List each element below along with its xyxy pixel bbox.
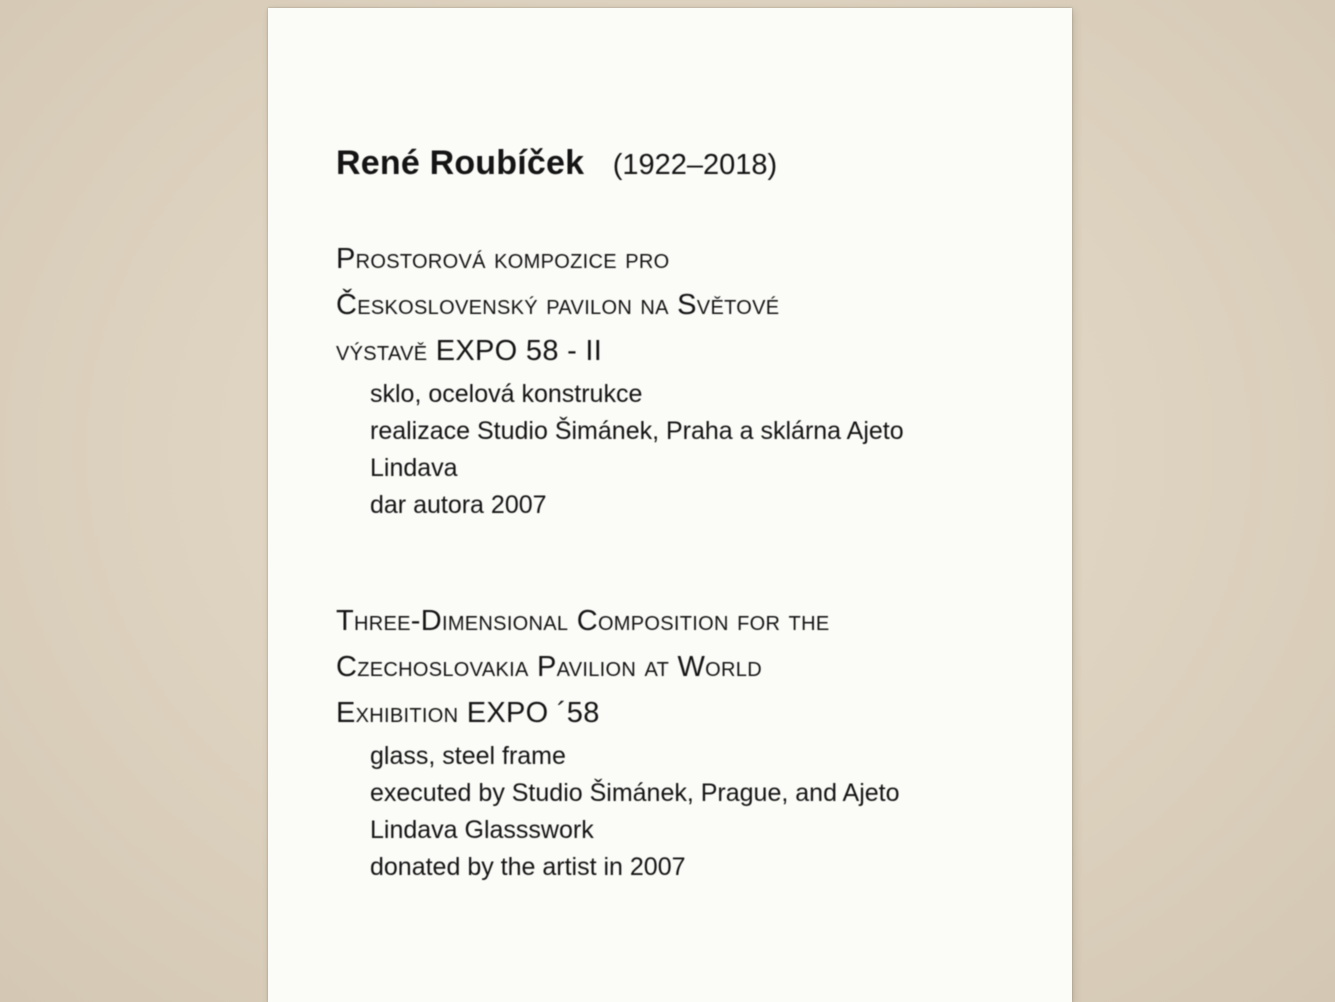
english-title-line: Exhibition EXPO ´58 xyxy=(336,697,600,729)
czech-execution: realizace Studio Šimánek, Praha a sklárna Ajeto xyxy=(370,417,904,445)
english-title-line: Three-Dimensional Composition for the xyxy=(336,605,830,637)
english-provenance: donated by the artist in 2007 xyxy=(370,853,686,881)
czech-title-line: výstavě EXPO 58 - II xyxy=(336,335,603,367)
english-execution: executed by Studio Šimánek, Prague, and Ajeto xyxy=(370,779,900,807)
english-details xyxy=(370,738,900,886)
english-execution-cont: Lindava Glassswork xyxy=(370,816,594,844)
english-description xyxy=(336,598,900,886)
artist-name: René Roubíček xyxy=(336,144,585,182)
artist-dates: (1922–2018) xyxy=(612,149,778,181)
czech-provenance: dar autora 2007 xyxy=(370,491,547,519)
english-medium: glass, steel frame xyxy=(370,742,566,770)
czech-description xyxy=(336,236,904,524)
czech-medium: sklo, ocelová konstrukce xyxy=(370,380,643,408)
czech-execution-cont: Lindava xyxy=(370,454,458,482)
english-title-line: Czechoslovakia Pavilion at World xyxy=(336,651,762,683)
artist-heading xyxy=(336,144,777,183)
museum-label-card xyxy=(268,8,1072,1002)
czech-title-line: Prostorová kompozice pro xyxy=(336,243,670,275)
czech-details xyxy=(370,376,904,524)
czech-title-line: Československý pavilon na Světové xyxy=(336,289,780,321)
